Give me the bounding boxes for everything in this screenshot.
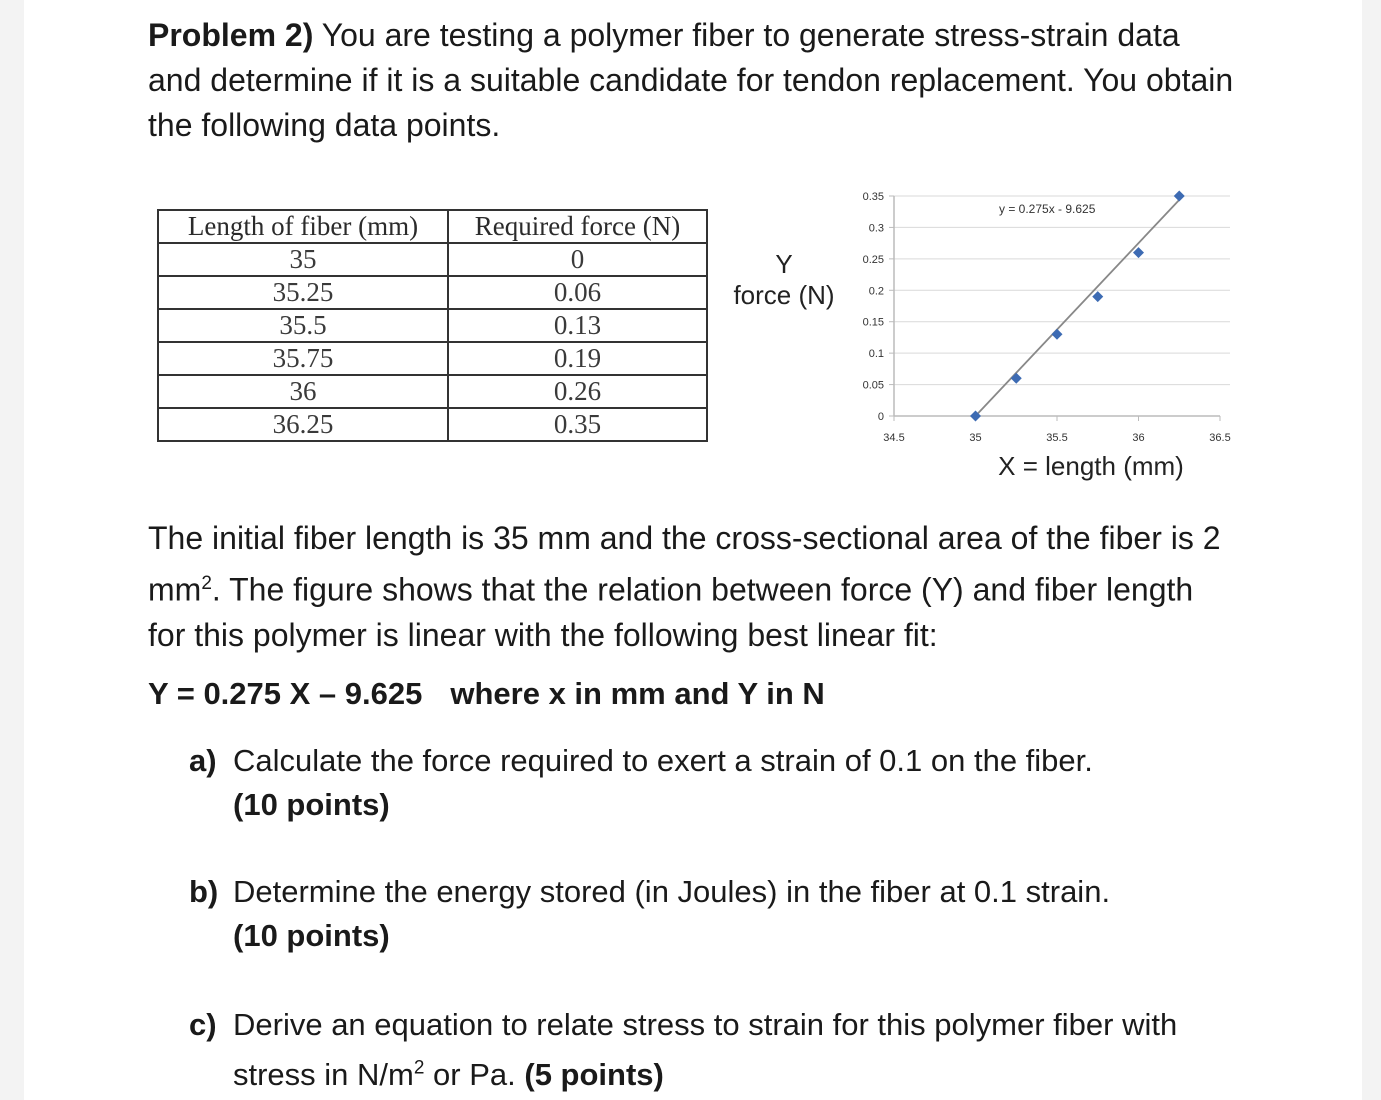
cell-length: 35.5 <box>158 309 448 342</box>
problem-intro: Problem 2) You are testing a polymer fiber to generate stress-strain data and determine if it is a suitable candidate for tendon replacement. You obtain the following data points. <box>148 17 1234 143</box>
x-tick-labels <box>883 432 1230 444</box>
question-points: (5 points) <box>524 1057 664 1093</box>
question-text: Calculate the force required to exert a strain of 0.1 on the fiber. <box>233 743 1093 778</box>
equation-units-note: where x in mm and Y in N <box>450 676 825 711</box>
x-tick-label: 35 <box>969 432 982 444</box>
cell-length: 35.25 <box>158 276 448 309</box>
trendline-label: y = 0.275x - 9.625 <box>999 202 1096 216</box>
cell-force: 0.06 <box>448 276 707 309</box>
y-tick-label: 0.05 <box>862 379 884 392</box>
header-force: Required force (N) <box>448 210 707 243</box>
question-points: (10 points) <box>233 787 390 822</box>
problem-label: Problem 2) <box>148 17 314 53</box>
table-row <box>158 309 707 342</box>
data-point <box>1092 291 1103 302</box>
table-row <box>158 276 707 309</box>
data-point <box>1052 329 1063 340</box>
cell-length: 35 <box>158 243 448 276</box>
x-tick-label: 35.5 <box>1046 432 1068 444</box>
question-label: a) <box>189 743 217 778</box>
cell-force: 0.35 <box>448 408 707 441</box>
cell-length: 35.75 <box>158 342 448 375</box>
data-point <box>1011 373 1022 384</box>
grid-lines <box>889 196 1230 421</box>
y-tick-label: 0.25 <box>862 253 884 266</box>
y-tick-label: 0.1 <box>868 348 884 361</box>
question-text: Determine the energy stored (in Joules) in the fiber at 0.1 strain. <box>233 874 1111 909</box>
best-fit-equation <box>148 671 825 716</box>
x-axis-label: X = length (mm) <box>998 451 1184 481</box>
question-a <box>189 739 1264 827</box>
table-row <box>158 408 707 441</box>
equation-formula: Y = 0.275 X – 9.625 <box>148 676 423 711</box>
force-length-chart <box>724 180 1254 485</box>
question-c <box>189 1003 1264 1097</box>
cell-force: 0.19 <box>448 342 707 375</box>
data-point <box>1174 191 1185 202</box>
table-row <box>158 243 707 276</box>
cell-length: 36.25 <box>158 408 448 441</box>
y-tick-label: 0.35 <box>862 191 884 203</box>
y-tick-label: 0.2 <box>868 285 884 298</box>
question-b <box>189 870 1264 958</box>
table-row <box>158 375 707 408</box>
problem-page <box>24 0 1362 1100</box>
table-row <box>158 342 707 375</box>
y-tick-label: 0.3 <box>868 222 884 235</box>
data-point <box>1133 247 1144 258</box>
question-points: (10 points) <box>233 918 390 953</box>
question-text-line2: stress in $N/m^2$ or Pa. (5 points) <box>233 1057 664 1093</box>
cell-force: 0 <box>448 243 707 276</box>
trendline <box>976 200 1180 416</box>
y-tick-labels <box>863 191 884 423</box>
cell-length: 36 <box>158 375 448 408</box>
data-table <box>157 209 708 442</box>
header-length: Length of fiber (mm) <box>158 210 448 243</box>
y-tick-label: 0 <box>877 411 884 423</box>
y-tick-label: 0.15 <box>862 316 884 329</box>
y-axis-label-line1: Y <box>775 249 793 279</box>
y-axis-label-line2: force (N) <box>733 280 835 310</box>
cell-force: 0.26 <box>448 375 707 408</box>
x-tick-label: 36 <box>1132 432 1145 444</box>
table-header-row <box>158 210 707 243</box>
question-text: Derive an equation to relate stress to strain for this polymer fiber with <box>233 1007 1178 1042</box>
x-tick-label: 34.5 <box>883 432 905 444</box>
cell-force: 0.13 <box>448 309 707 342</box>
question-label: b) <box>189 874 219 909</box>
fit-paragraph: The initial fiber length is 35 mm and the cross-sectional area of the fiber is 2 $mm^2$. The figure shows that the relation between force (Y) and fiber length for this polymer is linear with the following best linear fit: <box>148 520 1221 653</box>
x-tick-label: 36.5 <box>1209 432 1231 444</box>
question-label: c) <box>189 1007 217 1042</box>
